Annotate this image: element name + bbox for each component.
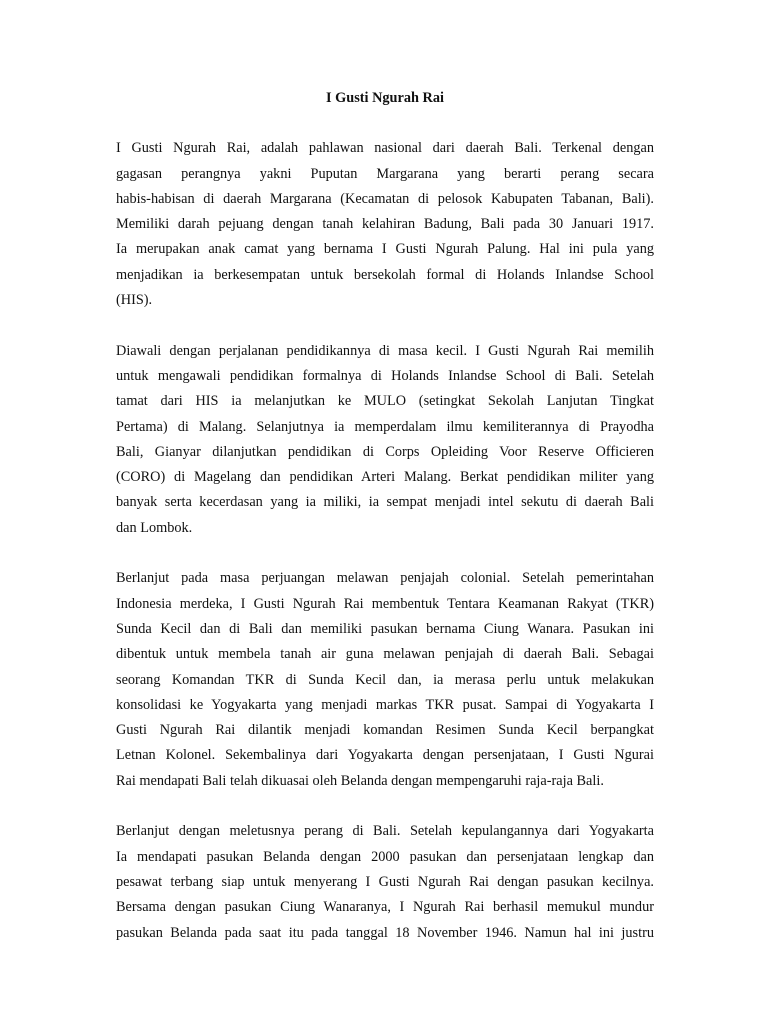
text-line: dan Lombok. (116, 519, 193, 536)
paragraph-4 (116, 819, 654, 945)
text-line: pasukan Belanda pada saat itu pada tanggal 18 November 1946. Namun hal ini justru (116, 924, 654, 941)
text-line: tamat dari HIS ia melanjutkan ke MULO (setingkat Sekolah Lanjutan Tingkat (116, 393, 654, 410)
text-line: Indonesia merdeka, I Gusti Ngurah Rai membentuk Tentara Keamanan Rakyat (TKR) (116, 595, 654, 612)
text-line: menjadikan ia berkesempatan untuk bersekolah formal di Holands Inlandse School (116, 266, 654, 283)
document-title: I Gusti Ngurah Rai (326, 90, 444, 106)
text-line: Sunda Kecil dan di Bali dan memiliki pasukan bernama Ciung Wanara. Pasukan ini (116, 620, 654, 637)
text-line: gagasan perangnya yakni Puputan Margarana yang berarti perang secara (116, 165, 654, 182)
text-line: Ia merupakan anak camat yang bernama I Gusti Ngurah Palung. Hal ini pula yang (116, 241, 654, 258)
text-line: Bersama dengan pasukan Ciung Wanaranya, I Ngurah Rai berhasil memukul mundur (116, 899, 654, 916)
text-line: dibentuk untuk membela tanah air guna melawan penjajah di daerah Bali. Sebagai (116, 646, 654, 663)
text-line: Ia mendapati pasukan Belanda dengan 2000 pasukan dan persenjataan lengkap dan (116, 848, 654, 865)
text-line: habis-habisan di daerah Margarana (Kecamatan di pelosok Kabupaten Tabanan, Bali). (116, 190, 654, 207)
text-line: Pertama) di Malang. Selanjutnya ia memperdalam ilmu kemiliterannya di Prayodha (116, 418, 654, 435)
text-line: Bali, Gianyar dilanjutkan pendidikan di Corps Opleiding Voor Reserve Officieren (116, 443, 654, 460)
text-line: (HIS). (116, 292, 153, 309)
text-line: Letnan Kolonel. Sekembalinya dari Yogyakarta dengan persenjataan, I Gusti Ngurai (116, 747, 654, 764)
text-line: Rai mendapati Bali telah dikuasai oleh Belanda dengan mempengaruhi raja-raja Bali. (116, 772, 604, 789)
text-line: I Gusti Ngurah Rai, adalah pahlawan nasional dari daerah Bali. Terkenal dengan (116, 140, 654, 157)
paragraph-1 (116, 136, 654, 313)
text-line: Berlanjut pada masa perjuangan melawan penjajah colonial. Setelah pemerintahan (116, 570, 654, 587)
paragraph-2 (116, 339, 654, 541)
text-line: (CORO) di Magelang dan pendidikan Arteri Malang. Berkat pendidikan militer yang (116, 469, 654, 486)
text-line: Memiliki darah pejuang dengan tanah kelahiran Badung, Bali pada 30 Januari 1917. (116, 216, 654, 233)
text-line: Gusti Ngurah Rai dilantik menjadi komandan Resimen Sunda Kecil berpangkat (116, 722, 654, 739)
text-line: banyak serta kecerdasan yang ia miliki, ia sempat menjadi intel sekutu di daerah Bali (116, 494, 654, 511)
paragraph-3 (116, 566, 654, 794)
text-line: untuk mengawali pendidikan formalnya di Holands Inlandse School di Bali. Setelah (116, 367, 654, 384)
text-line: konsolidasi ke Yogyakarta yang menjadi markas TKR pusat. Sampai di Yogyakarta I (116, 696, 654, 713)
text-line: seorang Komandan TKR di Sunda Kecil dan, ia merasa perlu untuk melakukan (116, 671, 654, 688)
document-body (116, 86, 654, 971)
text-line: Diawali dengan perjalanan pendidikannya di masa kecil. I Gusti Ngurah Rai memilih (116, 342, 654, 359)
text-line: Berlanjut dengan meletusnya perang di Bali. Setelah kepulangannya dari Yogyakarta (116, 823, 654, 840)
text-line: pesawat terbang siap untuk menyerang I Gusti Ngurah Rai dengan pasukan kecilnya. (116, 873, 654, 890)
